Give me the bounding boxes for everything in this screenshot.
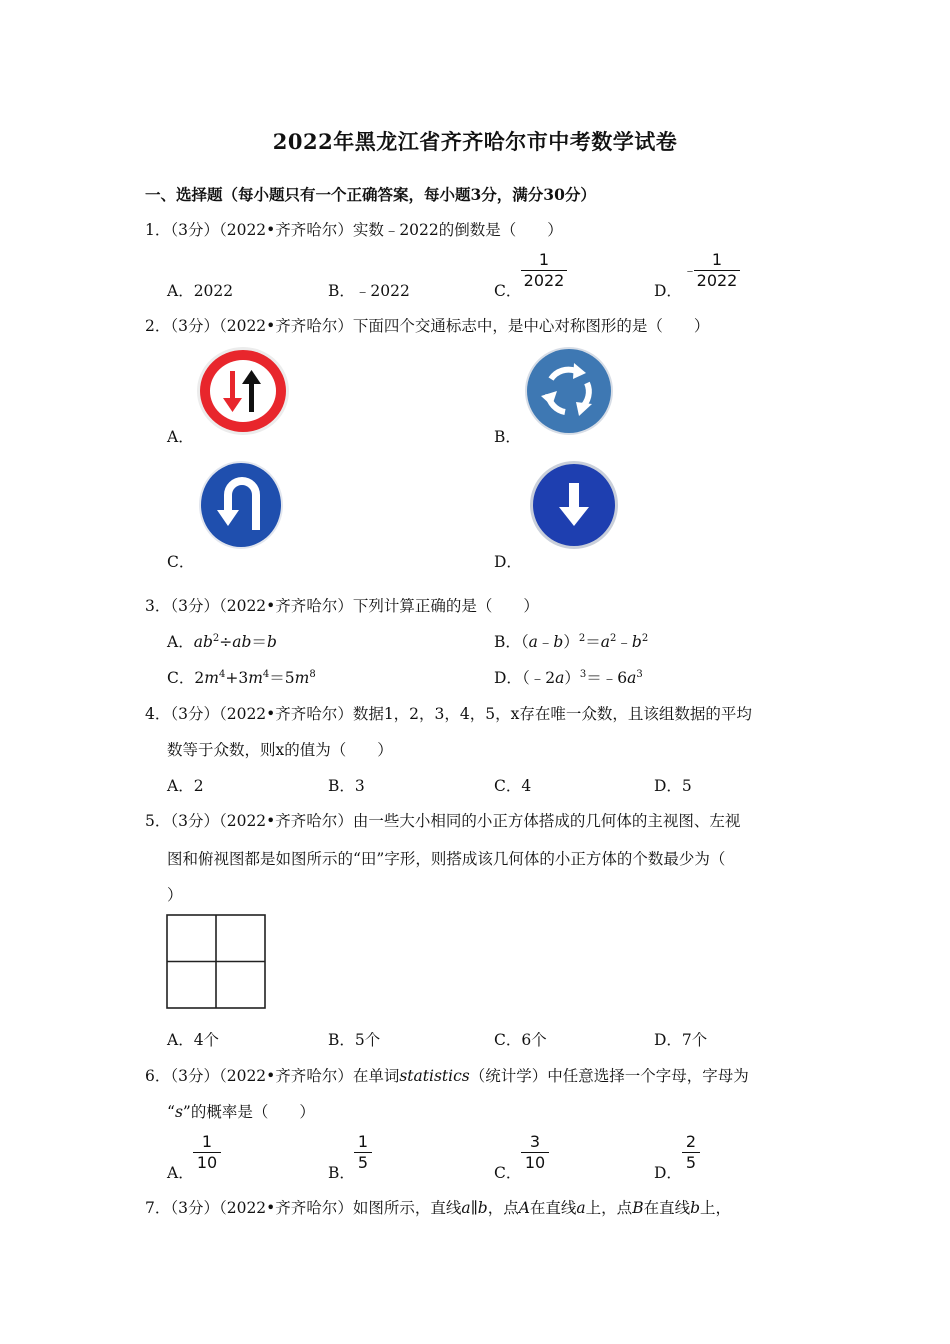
q5-option-a: A．4个	[167, 1031, 220, 1049]
fraction-denominator: 5	[685, 1153, 697, 1172]
q4-option-b: B．3	[328, 777, 365, 795]
q1-option-c-label: C．	[494, 282, 522, 300]
fraction-numerator: 1	[201, 1132, 213, 1151]
fraction-numerator: 1	[538, 250, 550, 269]
option-label: B．	[494, 633, 521, 651]
fraction-numerator: 2	[685, 1132, 697, 1151]
q2-option-a: A．	[167, 428, 194, 446]
q1-option-d-sign: ﹣	[683, 263, 697, 279]
q6-option-c-fraction	[521, 1133, 549, 1172]
q4-option-d: D．5	[654, 777, 692, 795]
q5-option-c: C．6个	[494, 1031, 547, 1049]
question-5-stem-line2: 图和俯视图都是如图所示的“田”字形，则搭成该几何体的小正方体的个数最少为（	[167, 850, 726, 868]
q1-option-d-fraction	[694, 251, 740, 290]
page-title: 2022年黑龙江省齐齐哈尔市中考数学试卷	[272, 129, 678, 154]
question-3-stem: 3．（3分）（2022•齐齐哈尔）下列计算正确的是（ ）	[145, 597, 539, 615]
q2-option-d: D．	[494, 553, 522, 571]
q1-option-b: B．﹣2022	[328, 282, 410, 300]
q4-option-a: A．2	[167, 777, 204, 795]
fraction-numerator: 1	[357, 1132, 369, 1151]
question-4-stem-line2: 数等于众数，则x的值为（ ）	[167, 741, 393, 759]
q3-option-d: D．$(﹣2a)^3=﹣6a^3$	[494, 669, 643, 687]
q3-option-c: C．$2m^4+3m^4=5m^8$	[167, 669, 316, 687]
q5-option-b: B．5个	[328, 1031, 381, 1049]
q3-option-a: A．$ab^2\div ab=b$	[167, 633, 277, 651]
q6-option-d-fraction	[682, 1133, 700, 1172]
q6-option-d-label: D．	[654, 1164, 682, 1182]
option-label: D．	[494, 669, 522, 687]
option-label: C．	[167, 669, 195, 687]
section-heading: 一、选择题（每小题只有一个正确答案，每小题3分，满分30分）	[145, 185, 596, 204]
fraction-numerator: 1	[711, 250, 723, 269]
down-arrow-sign-icon	[528, 460, 620, 550]
question-5-stem-line1: 5．（3分）（2022•齐齐哈尔）由一些大小相同的小正方体搭成的几何体的主视图、左视	[145, 812, 741, 830]
question-6-stem-line2: “s”的概率是（ ）	[167, 1103, 315, 1121]
q6-option-c-label: C．	[494, 1164, 522, 1182]
fraction-denominator: 2022	[696, 271, 738, 290]
option-label: A．	[167, 633, 194, 651]
roundabout-sign-icon	[524, 346, 614, 436]
fraction-denominator: 10	[196, 1153, 218, 1172]
q4-option-c: C．4	[494, 777, 532, 795]
u-turn-sign-icon	[198, 460, 284, 550]
fraction-numerator: 3	[529, 1132, 541, 1151]
q6-option-a-label: A．	[167, 1164, 194, 1182]
q1-option-a: A．2022	[167, 282, 234, 300]
question-6-stem-line1: 6．（3分）（2022•齐齐哈尔）在单词statistics（统计学）中任意选择一个字母，字母为	[145, 1067, 749, 1085]
q6-option-b-fraction	[354, 1133, 372, 1172]
fraction-denominator: 5	[357, 1153, 369, 1172]
q5-option-d: D．7个	[654, 1031, 708, 1049]
q1-option-c-fraction	[521, 251, 567, 290]
fraction-denominator: 10	[524, 1153, 546, 1172]
q2-option-c: C．	[167, 553, 195, 571]
question-1-stem: 1．（3分）（2022•齐齐哈尔）实数﹣2022的倒数是（ ）	[145, 221, 563, 239]
tian-grid-figure	[166, 914, 266, 1009]
fraction-denominator: 2022	[523, 271, 565, 290]
question-4-stem-line1: 4．（3分）（2022•齐齐哈尔）数据1，2，3，4，5，x存在唯一众数，且该组数据的平均	[145, 705, 752, 723]
q2-option-b: B．	[494, 428, 521, 446]
question-5-stem-line3: ）	[167, 886, 183, 904]
q6-option-b-label: B．	[328, 1164, 355, 1182]
q3-option-b: B．$(a﹣b)^2=a^2﹣b^2$	[494, 633, 649, 651]
two-way-arrows-sign-icon	[195, 346, 291, 436]
q1-option-d-label: D．	[654, 282, 682, 300]
question-7-stem: 7．（3分）（2022•齐齐哈尔）如图所示，直线a∥b，点A在直线a上，点B在直线b上，	[145, 1199, 732, 1217]
question-2-stem: 2．（3分）（2022•齐齐哈尔）下面四个交通标志中，是中心对称图形的是（ ）	[145, 317, 710, 335]
q6-option-a-fraction	[193, 1133, 221, 1172]
